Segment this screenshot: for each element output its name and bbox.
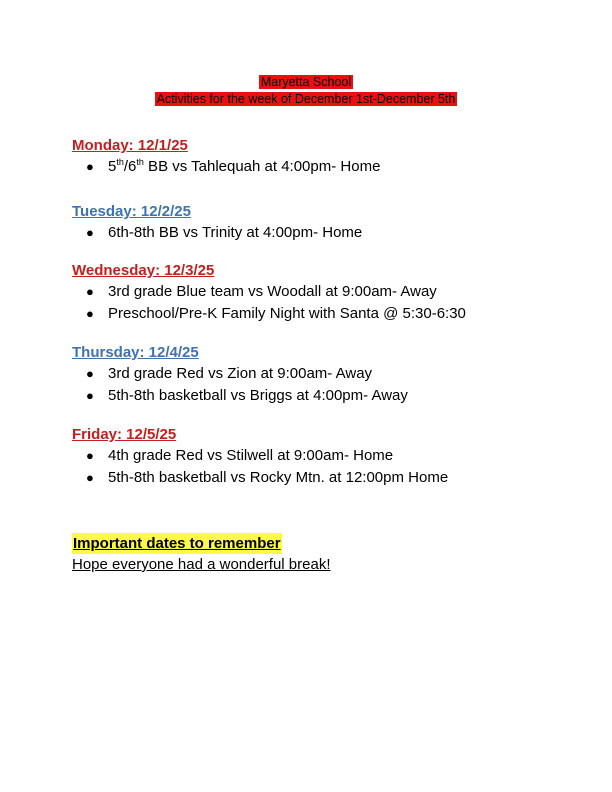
school-name: Maryetta School: [260, 75, 352, 89]
important-section: [72, 533, 331, 575]
day-heading-thursday: Thursday: 12/4/25: [72, 344, 199, 361]
bullet-icon: ●: [86, 225, 94, 240]
list-item: ● 5th/6th BB vs Tahlequah at 4:00pm- Home: [72, 156, 592, 178]
day-section-tuesday: [72, 202, 592, 244]
event-list-monday: [72, 156, 592, 178]
week-subtitle: Activities for the week of December 1st-December 5th: [156, 92, 456, 106]
bullet-icon: ●: [86, 284, 94, 299]
event-list-friday: [72, 445, 592, 489]
day-heading-monday: Monday: 12/1/25: [72, 137, 188, 154]
bullet-icon: ●: [86, 306, 94, 321]
list-item: ● 6th-8th BB vs Trinity at 4:00pm- Home: [72, 222, 592, 244]
bullet-icon: ●: [86, 366, 94, 381]
event-list-wednesday: [72, 281, 592, 325]
event-list-tuesday: [72, 222, 592, 244]
important-note: Hope everyone had a wonderful break!: [72, 556, 331, 573]
day-section-monday: [72, 136, 592, 178]
day-heading-wednesday: Wednesday: 12/3/25: [72, 262, 215, 279]
day-heading-friday: Friday: 12/5/25: [72, 426, 177, 443]
list-item: ● 3rd grade Red vs Zion at 9:00am- Away: [72, 363, 592, 385]
document-header: [0, 74, 612, 108]
bullet-icon: ●: [86, 388, 94, 403]
list-item: ● 5th-8th basketball vs Briggs at 4:00pm- Away: [72, 385, 592, 407]
list-item: ● 4th grade Red vs Stilwell at 9:00am- Home: [72, 445, 592, 467]
list-item: ● Preschool/Pre-K Family Night with Santa @ 5:30-6:30: [72, 303, 592, 325]
day-section-thursday: [72, 343, 592, 407]
bullet-icon: ●: [86, 159, 94, 174]
list-item: ● 5th-8th basketball vs Rocky Mtn. at 12:00pm Home: [72, 467, 592, 489]
bullet-icon: ●: [86, 470, 94, 485]
list-item: ● 3rd grade Blue team vs Woodall at 9:00am- Away: [72, 281, 592, 303]
day-section-friday: [72, 425, 592, 489]
bullet-icon: ●: [86, 448, 94, 463]
day-heading-tuesday: Tuesday: 12/2/25: [72, 203, 191, 220]
event-list-thursday: [72, 363, 592, 407]
day-section-wednesday: [72, 261, 592, 325]
important-title: Important dates to remember: [73, 535, 281, 552]
